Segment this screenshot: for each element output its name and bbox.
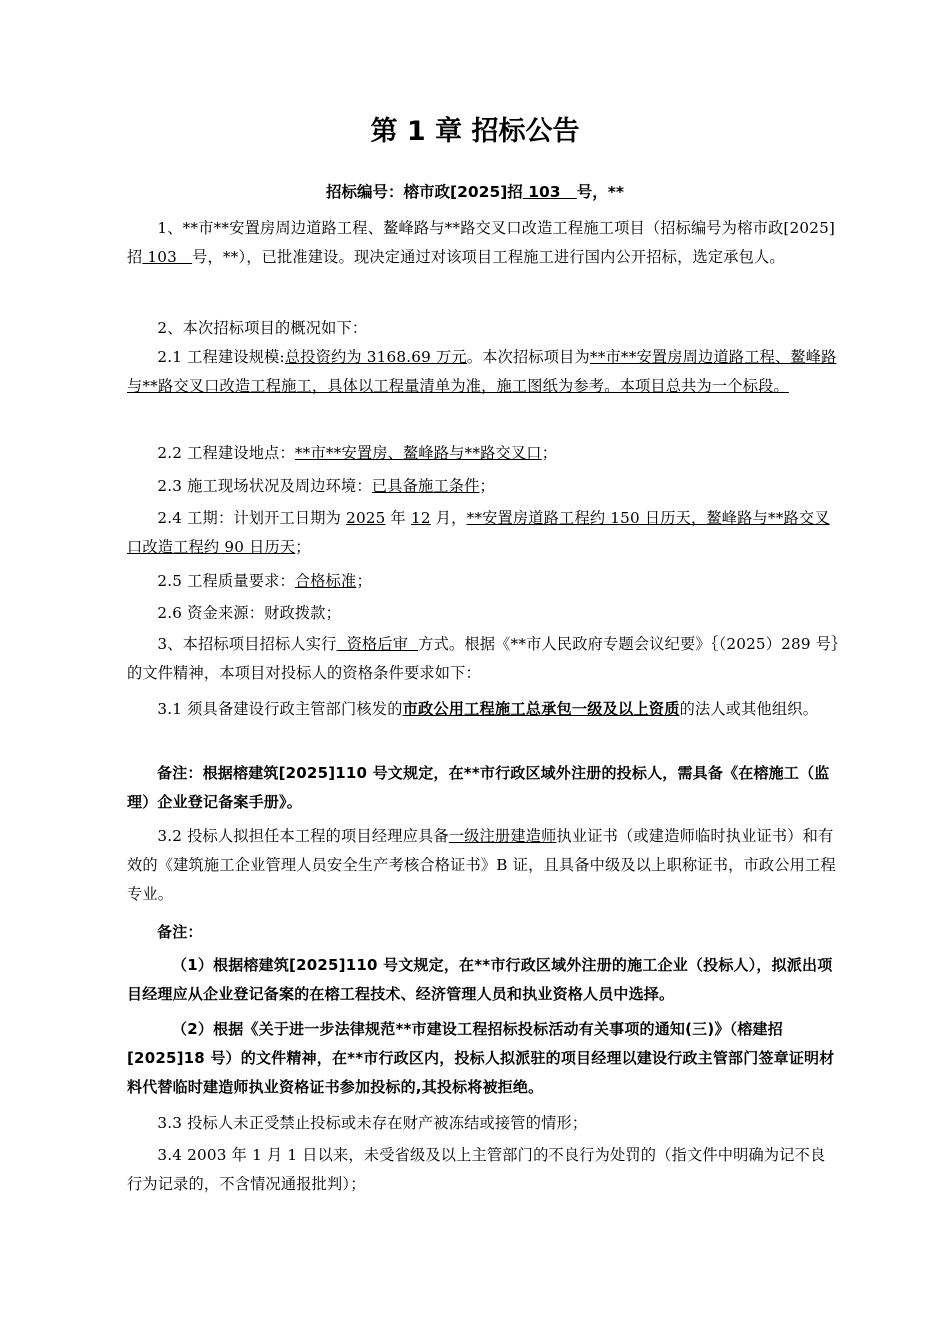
- p24-month: 12: [410, 509, 431, 527]
- p22-end: ；: [541, 444, 558, 462]
- p21-scope: **市**安置房周边道路工程、鳌峰路与**路交叉口改造工程施工，具体以工程量清单为准，施工图纸为参考。本项目总共为一个标段。: [127, 348, 837, 395]
- p32-level: 一级注册建造师: [448, 827, 557, 845]
- p1-text-a: 1、**市**安置房周边道路工程、鳌峰路与**路交叉口改造工程施工项目（招标编号为榕市政[2025]招: [127, 219, 836, 266]
- p23-label: 2.3 施工现场状况及周边环境：: [157, 477, 372, 495]
- paragraph-2-2: [127, 439, 839, 468]
- p24-mid1: 年: [385, 509, 411, 527]
- bid-number-line: [0, 178, 950, 206]
- paragraph-3: [127, 630, 839, 688]
- p23-end: ；: [479, 477, 495, 495]
- chapter-title: 第 1 章 招标公告: [370, 116, 580, 147]
- p31-text-a: 3.1 须具备建设行政主管部门核发的: [157, 700, 403, 718]
- paragraph-2-3: [127, 472, 839, 501]
- p1-bid-number: 103: [142, 248, 193, 266]
- p24-year: 2025: [346, 509, 386, 527]
- p31-qualification: 市政公用工程施工总承包一级及以上资质: [402, 700, 680, 718]
- p22-location: **市**安置房、鳌峰路与**路交叉口: [294, 444, 542, 462]
- note-2-item-1: （1）根据榕建筑[2025]110 号文规定，在**市行政区域外注册的施工企业（投标人），拟派出项目经理应从企业登记备案的在榕工程技术、经济管理人员和执业资格人员中选择。: [127, 956, 833, 1003]
- p21-investment: 总投资约为 3168.69 万元: [284, 348, 467, 366]
- p24-duration: **安置房道路工程约 150 日历天，鳌峰路与**路交叉口改造工程约 90 日历天: [127, 509, 830, 556]
- p21-label: 2.1 工程建设规模:: [157, 348, 285, 366]
- paragraph-2-5: [127, 567, 839, 596]
- note-2-title: 备注：: [157, 923, 203, 941]
- paragraph-1: [127, 214, 839, 272]
- p1-text-b: 号，**），已批准建设。现决定通过对该项目工程施工进行国内公开招标，选定承包人。: [192, 248, 785, 266]
- paragraph-2-6: 2.6 资金来源：财政拨款；: [157, 604, 342, 622]
- paragraph-2-1: [127, 343, 839, 401]
- note-1: 备注：根据榕建筑[2025]110 号文规定，在**市行政区域外注册的投标人，需具备《在榕施工（监理）企业登记备案手册》。: [127, 764, 830, 811]
- p23-condition: 已具备施工条件: [371, 477, 480, 495]
- p3-text-b: 方式。根据《**市人民政府专题会议纪要》｛（2025）289 号｝的文件精神，本项目对投标人的资格条件要求如下：: [127, 635, 839, 682]
- p24-end: ；: [295, 538, 311, 556]
- paragraph-3-2: [127, 822, 839, 909]
- p21-mid: 。本次招标项目为: [466, 348, 590, 366]
- paragraph-3-1: [127, 695, 839, 724]
- p31-text-b: 的法人或其他组织。: [679, 700, 819, 718]
- bid-number-suffix: 号，**: [576, 183, 624, 201]
- p22-label: 2.2 工程建设地点：: [157, 444, 295, 462]
- p32-text-b: 执业证书（或建造师临时执业证书）和有效的《建筑施工企业管理人员安全生产考核合格证书》B 证，且具备中级及以上职称证书，市政公用工程专业。: [127, 827, 836, 903]
- p3-review-method: 资格后审: [336, 635, 419, 653]
- p25-label: 2.5 工程质量要求：: [157, 572, 295, 590]
- p25-end: ；: [356, 572, 372, 590]
- p24-label: 2.4 工期：计划开工日期为: [157, 509, 347, 527]
- p25-quality: 合格标准: [294, 572, 357, 590]
- paragraph-2-4: [127, 504, 839, 562]
- p3-text-a: 3、本招标项目招标人实行: [157, 635, 337, 653]
- paragraph-3-3: 3.3 投标人未正受禁止投标或未存在财产被冻结或接管的情形；: [157, 1114, 588, 1132]
- note-2-item-2: （2）根据《关于进一步法律规范**市建设工程招标投标活动有关事项的通知(三)》（榕建招[2025]18 号）的文件精神，在**市行政区内，投标人拟派驻的项目经理以建设行政主管部门签章证明材料代替临时建造师执业资格证书参加投标的,其投标将被拒绝。: [127, 1020, 835, 1096]
- bid-number-value: 103: [522, 183, 577, 201]
- bid-number-prefix: 招标编号：榕市政[2025]招: [326, 183, 523, 201]
- paragraph-3-4: 3.4 2003 年 1 月 1 日以来，未受省级及以上主管部门的不良行为处罚的（指文件中明确为记不良行为记录的，不含情况通报批判）；: [127, 1146, 826, 1193]
- p24-mid2: 月，: [430, 509, 467, 527]
- paragraph-2: 2、本次招标项目的概况如下：: [157, 319, 368, 337]
- p32-text-a: 3.2 投标人拟担任本工程的项目经理应具备: [157, 827, 449, 845]
